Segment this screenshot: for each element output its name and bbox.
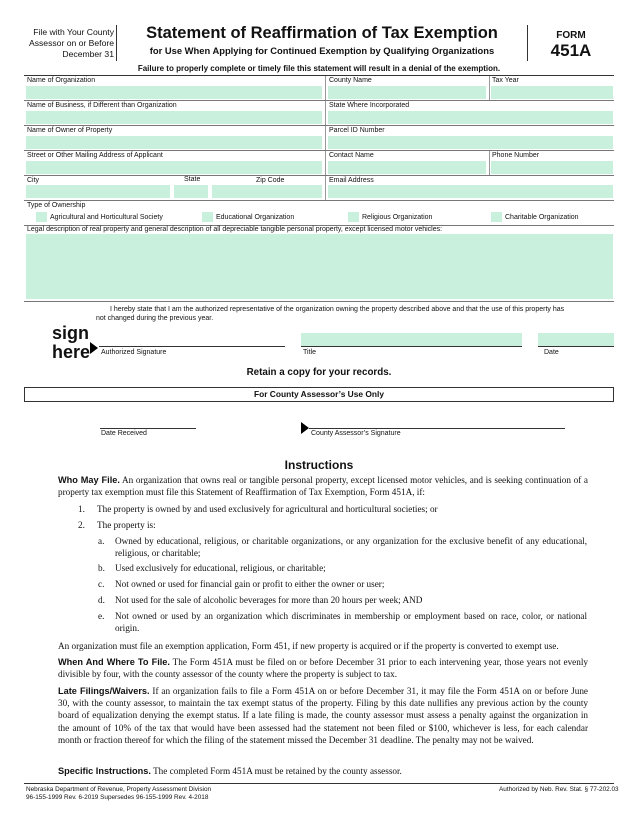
label-title: Title <box>303 349 316 356</box>
item-1-number: 1. <box>78 504 85 514</box>
sub-item-b-letter: b. <box>98 563 105 573</box>
row-rule <box>24 200 614 201</box>
label-date-received[interactable]: Date Received <box>101 430 147 437</box>
item-1-text: The property is owned by and used exclusively for agricultural and horticultural societies; or <box>97 504 438 514</box>
file-with-note: File with Your County Assessor on or Before December 31 <box>28 27 114 59</box>
title-field[interactable] <box>301 333 522 346</box>
label-name-of-owner: Name of Owner of Property <box>27 127 113 134</box>
sub-item-a-letter: a. <box>98 536 105 546</box>
label-name-of-organization: Name of Organization <box>27 77 96 84</box>
option-religious-label: Religious Organization <box>362 214 433 221</box>
attestation-text: I hereby state that I am the authorized representative of the organization owning the property described above and that the use of this property has not changed during the previous year. <box>96 306 565 322</box>
city-field[interactable] <box>26 185 170 198</box>
authorized-signature-field[interactable] <box>99 333 285 347</box>
sub-item-e-letter: e. <box>98 611 105 621</box>
row-rule <box>24 301 614 302</box>
footer-department: Nebraska Department of Revenue, Property Assessment Division <box>26 786 212 793</box>
checkbox-charitable[interactable] <box>491 212 502 222</box>
footer-rule <box>24 783 614 784</box>
who-may-file-paragraph <box>58 474 588 498</box>
specific-instructions-text: The completed Form 451A must be retained by the county assessor. <box>153 766 402 776</box>
option-charitable-label: Charitable Organization <box>505 214 579 221</box>
when-where-paragraph <box>58 656 588 680</box>
date-rule <box>538 346 614 347</box>
sub-item-a-text: Owned by educational, religious, or charitable organizations, or any organization for the exclusive benefit of any educational, religious, or charitable; <box>115 536 587 559</box>
label-street-address: Street or Other Mailing Address of Applicant <box>27 152 163 159</box>
label-phone-number: Phone Number <box>492 152 540 159</box>
divider <box>325 151 326 175</box>
when-where-title: When And Where To File. <box>58 657 170 667</box>
sign-arrow-icon <box>90 342 98 354</box>
divider <box>489 76 490 100</box>
label-state-where-incorporated: State Where Incorporated <box>329 102 410 109</box>
sub-item-b-text: Used exclusively for educational, religious, or charitable; <box>115 563 326 573</box>
row-rule <box>24 125 614 126</box>
late-filings-paragraph <box>58 685 588 746</box>
zip-code-field[interactable] <box>212 185 322 198</box>
header-divider-left <box>116 25 117 61</box>
retain-copy-note: Retain a copy for your records. <box>246 367 392 378</box>
street-address-field[interactable] <box>26 161 322 174</box>
here-word: here <box>52 342 91 362</box>
label-city: City <box>27 177 40 184</box>
email-address-field[interactable] <box>328 185 613 198</box>
footer-authorized-by: Authorized by Neb. Rev. Stat. § 77-202.03 <box>499 786 619 793</box>
assessor-signature-rule <box>309 428 565 429</box>
county-name-field[interactable] <box>328 86 486 99</box>
late-filings-text: If an organization fails to file a Form 451A on or before December 31, it may file the Form 451A on or before June 30, with the county assessor, to maintain the tax exempt status of the property. Filing by this date nullifies any previous action by the county board of equalization denying the exempt status. If a late filing is made, the county assessor must assess a penalty against the organization in the amount of 10% of the tax that would have been assessed had the statement not been filed or $100, whichever is less, for each calendar month or fraction thereof for which the filing of the statement missed the December 31 deadline. The penalty may not be waived. <box>58 686 588 745</box>
label-type-of-ownership: Type of Ownership <box>27 202 86 209</box>
exemption-application-paragraph: An organization must file an exemption application, Form 451, if new property is acquired or if the property is converted to exempt use. <box>58 641 559 651</box>
name-of-owner-field[interactable] <box>26 136 322 149</box>
label-tax-year: Tax Year <box>492 77 519 84</box>
sub-item-c-text: Not owned or used for financial gain or profit to either the owner or user; <box>115 579 385 589</box>
specific-instructions-title: Specific Instructions. <box>58 766 151 776</box>
sub-item-c-letter: c. <box>98 579 105 589</box>
label-contact-name: Contact Name <box>329 152 374 159</box>
label-parcel-id: Parcel ID Number <box>329 127 385 134</box>
date-received-rule <box>100 428 196 429</box>
label-sign-date: Date <box>544 349 559 356</box>
option-agricultural-label: Agricultural and Horticultural Society <box>50 214 163 221</box>
label-legal-description: Legal description of real property and general description of all depreciable tangible personal property, except licensed motor vehicles: <box>27 226 443 233</box>
option-educational-label: Educational Organization <box>216 214 295 221</box>
legal-description-field[interactable] <box>26 234 613 299</box>
divider <box>325 176 326 200</box>
form-subtitle: for Use When Applying for Continued Exemption by Qualifying Organizations <box>149 45 495 56</box>
warning-rule <box>24 75 614 76</box>
item-2-number: 2. <box>78 520 85 530</box>
label-assessor-signature[interactable]: County Assessor’s Signature <box>311 430 401 437</box>
checkbox-religious[interactable] <box>348 212 359 222</box>
name-of-business-field[interactable] <box>26 111 322 124</box>
name-of-organization-field[interactable] <box>26 86 322 99</box>
when-where-text: The Form 451A must be filed on or before December 31 prior to each intervening year, those years not evenly divisible by four, with the county assessor of the county where the property is subject to tax. <box>58 657 588 680</box>
label-zip-code: Zip Code <box>256 177 285 184</box>
item-2-text: The property is: <box>97 520 156 530</box>
divider <box>325 101 326 125</box>
divider <box>325 76 326 100</box>
assessor-arrow-icon <box>301 422 309 434</box>
row-rule <box>24 150 614 151</box>
label-name-of-business: Name of Business, if Different than Organization <box>27 102 177 109</box>
title-rule <box>301 346 522 347</box>
contact-name-field[interactable] <box>328 161 486 174</box>
phone-number-field[interactable] <box>491 161 613 174</box>
label-county-name: County Name <box>329 77 372 84</box>
denial-warning: Failure to properly complete or timely file this statement will result in a denial of the exemption. <box>137 64 501 73</box>
state-field[interactable] <box>174 185 208 198</box>
specific-instructions-paragraph <box>58 765 588 777</box>
form-number: 451A <box>550 41 592 60</box>
who-may-file-text: An organization that owns real or tangible personal property, except licensed motor vehicles, and is seeking continuation of a property tax exemption must file this Statement of Reaffirmation of Tax Exemption, Form 451A, if: <box>58 475 588 498</box>
row-rule <box>24 175 614 176</box>
label-email-address: Email Address <box>329 177 374 184</box>
tax-year-field[interactable] <box>491 86 613 99</box>
checkbox-educational[interactable] <box>202 212 213 222</box>
footer-revision: 96-155-1999 Rev. 6-2019 Supersedes 96-155-1999 Rev. 4-2018 <box>26 794 209 801</box>
divider <box>489 151 490 175</box>
divider <box>325 126 326 150</box>
form-title: Statement of Reaffirmation of Tax Exemption <box>146 24 498 42</box>
county-use-heading: For County Assessor’s Use Only <box>253 389 384 399</box>
parcel-id-field[interactable] <box>328 136 613 149</box>
sub-item-e-text: Not owned or used by an organization which discriminates in membership or employment based on race, color, or national origin. <box>115 611 587 634</box>
checkbox-agricultural[interactable] <box>36 212 47 222</box>
sub-item-d-letter: d. <box>98 595 105 605</box>
instructions-heading: Instructions <box>284 458 354 472</box>
state-incorporated-field[interactable] <box>328 111 613 124</box>
sign-date-field[interactable] <box>538 333 614 346</box>
late-filings-title: Late Filings/Waivers. <box>58 686 150 696</box>
sign-word: sign <box>52 323 90 343</box>
label-state: State <box>184 176 201 183</box>
label-authorized-signature: Authorized Signature <box>101 349 167 356</box>
form-label: FORM <box>556 30 586 41</box>
sub-item-d-text: Not used for the sale of alcoholic beverages for more than 20 hours per week; AND <box>115 595 423 605</box>
row-rule <box>24 100 614 101</box>
who-may-file-title: Who May File. <box>58 475 120 485</box>
